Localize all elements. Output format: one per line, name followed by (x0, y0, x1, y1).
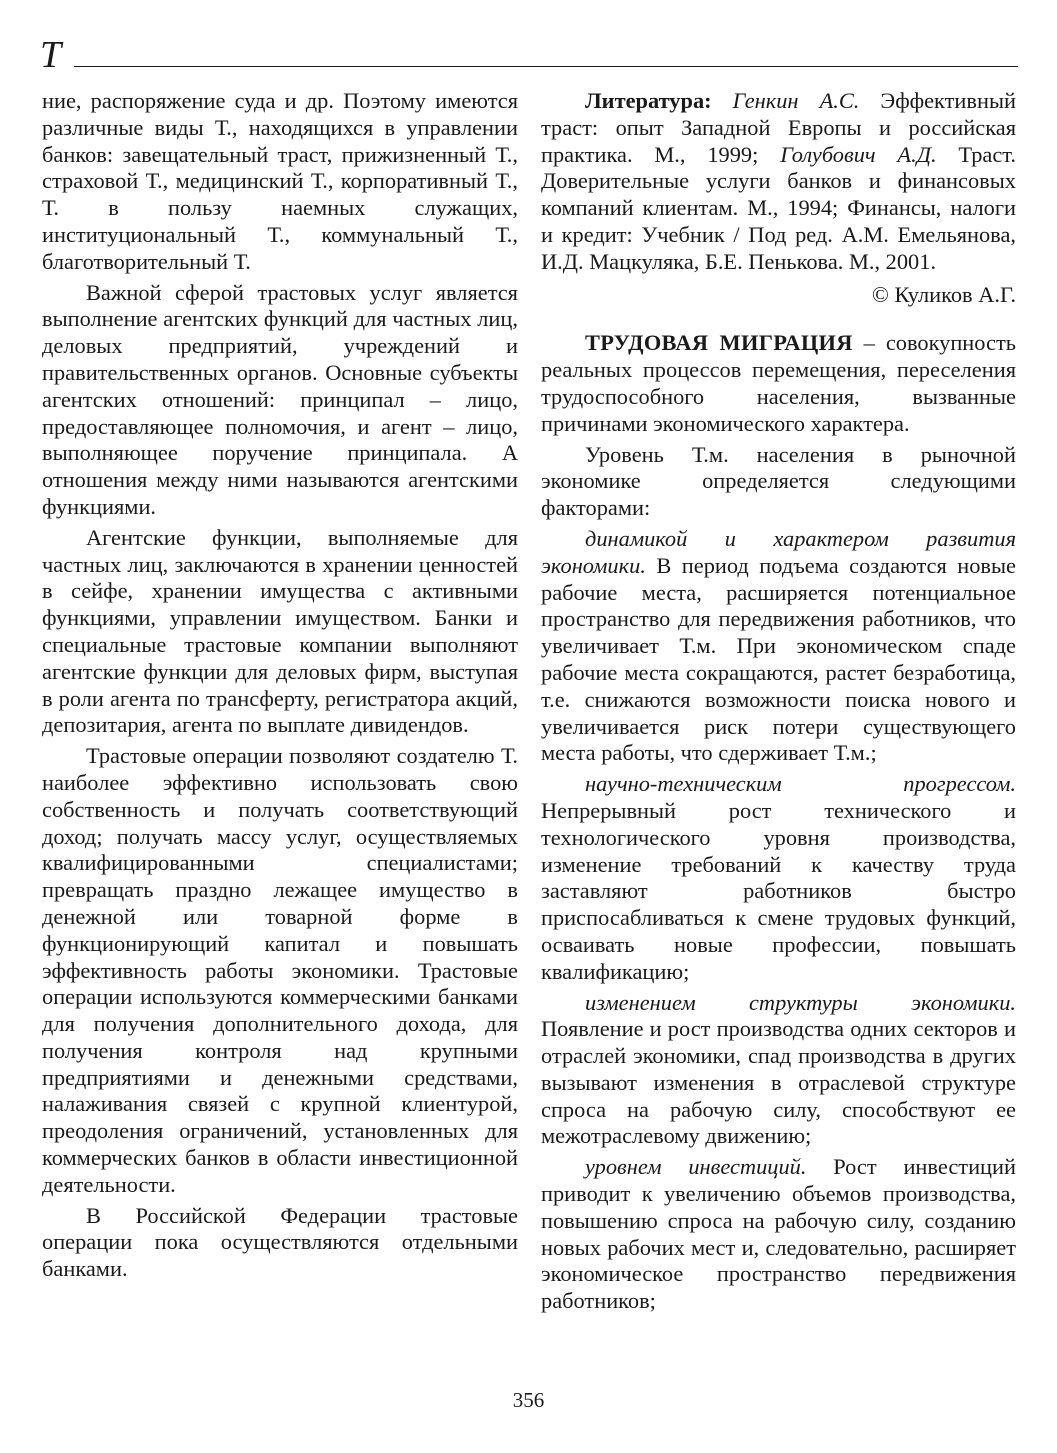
left-column (42, 88, 518, 1283)
entry-term: ТРУДОВАЯ МИГРАЦИЯ (585, 330, 853, 356)
paragraph-trust-operations: Трастовые операции позволяют создателю Т. наиболее эффективно использовать свою собственность и получать соответствующий доход; получать массу услуг, осуществляемых квалифицированными специалистами; превращать праздно лежащее имущество в денежной или товарной форме в функционирующий капитал и повышать эффективность работы экономики. Трастовые операции используются коммерческими банками для получения дополнительного дохода, для получения контроля над крупными предприятиями и денежными средствами, налаживания связей с крупной клиентурой, преодоления ограничений, установленных для коммерческих банков в области инвестиционной деятельности. (42, 743, 518, 1197)
literature-text: Эффективный траст: опыт Западной Европы и российская практика. М., 1999; (541, 88, 1016, 167)
literature-author: Голубович А.Д. (780, 141, 937, 167)
literature-text: Траст. Доверительные услуги банков и финансовых компаний клиентам. М., 1994; Финансы, налоги и кредит: Учебник / Под ред. А.М. Емельянова, И.Д. Мацкуляка, Б.Е. Пенькова. М., 2001. (541, 141, 1016, 274)
entry-definition-text: – совокупность реальных процессов перемещения, переселения трудоспособного населения, вызванные причинами экономического характера. (541, 330, 1016, 436)
paragraph-agency-private: Агентские функции, выполняемые для частных лиц, заключаются в хранении ценностей в сейфе, хранении имущества с активными функциями, управлении имуществом. Банки и специальные трастовые компании выполняют агентские функции для деловых фирм, выступая в роли агента по трансферту, регистратора акций, депозитария, агента по выплате дивидендов. (42, 524, 518, 738)
factor-item (541, 771, 1016, 985)
literature-block (541, 88, 1016, 276)
running-header (40, 36, 1018, 74)
paragraph-trust-types: ние, распоряжение суда и др. Поэтому имеются различные виды Т., находящихся в управлении банков: завещательный траст, прижизненный Т., страховой Т., медицинский Т., корпоративный Т., Т. в пользу наемных служащих, институциональный Т., коммунальный Т., благотворительный Т. (42, 88, 518, 274)
right-column (541, 88, 1016, 1315)
factor-text: В период подъема создаются новые рабочие места, расширяется потенциальное пространство для передвижения работников, что увеличивает Т.м. При экономическом спаде рабочие места сокращаются, растет безработица, т.е. снижаются возможности поиска нового и увеличивается риск потери существующего места работы, что сдерживает Т.м.; (541, 552, 1016, 766)
paragraph-factors-intro: Уровень Т.м. населения в рыночной экономике определяется следующими факторами: (541, 441, 1016, 521)
paragraph-agency-functions: Важной сферой трастовых услуг является выполнение агентских функций для частных лиц, деловых предприятий, учреждений и правительственных органов. Основные субъекты агентских отношений: принципал – лицо, предоставляющее полномочия, и агент – лицо, выполняющее поручение принципала. А отношения между ними называются агентскими функциями. (42, 279, 518, 519)
factor-text: Появление и рост производства одних секторов и отраслей экономики, спад производства в других вызывают изменения в отраслевой структуре спроса на рабочую силу, способствуют ее межотраслевому движению; (541, 1016, 1016, 1149)
literature-author: Генкин А.С. (732, 88, 860, 113)
page-number: 356 (512, 1388, 545, 1412)
factor-title: изменением структуры экономики. (585, 989, 1016, 1015)
factor-item (541, 990, 1016, 1151)
paragraph-russian-federation: В Российской Федерации трастовые операции пока осуществляются отдельными банками. (42, 1202, 518, 1282)
literature-label: Литература: (585, 88, 712, 113)
factor-title: динамикой и характером развития экономики. (541, 525, 1016, 578)
factor-item (541, 1154, 1016, 1315)
header-rule (74, 66, 1018, 67)
entry-definition (541, 330, 1016, 437)
factor-title: уровнем инвестиций. (585, 1154, 807, 1180)
factor-text: Рост инвестиций приводит к увеличению объемов производства, повышению спроса на рабочую силу, созданию новых рабочих мест и, следовательно, расширяет экономическое пространство передвижения работников; (541, 1154, 1017, 1314)
factor-item (541, 526, 1016, 767)
copyright-author: © Куликов А.Г. (871, 281, 1016, 307)
factor-text: Непрерывный рост технического и технологического уровня производства, изменение требований к качеству труда заставляют работников быстро приспосабливаться к смене трудовых функций, осваивать новые профессии, повышать квалификацию; (541, 797, 1016, 984)
factor-title: научно-техническим прогрессом. (585, 771, 1016, 797)
header-letter: Т (40, 34, 62, 76)
